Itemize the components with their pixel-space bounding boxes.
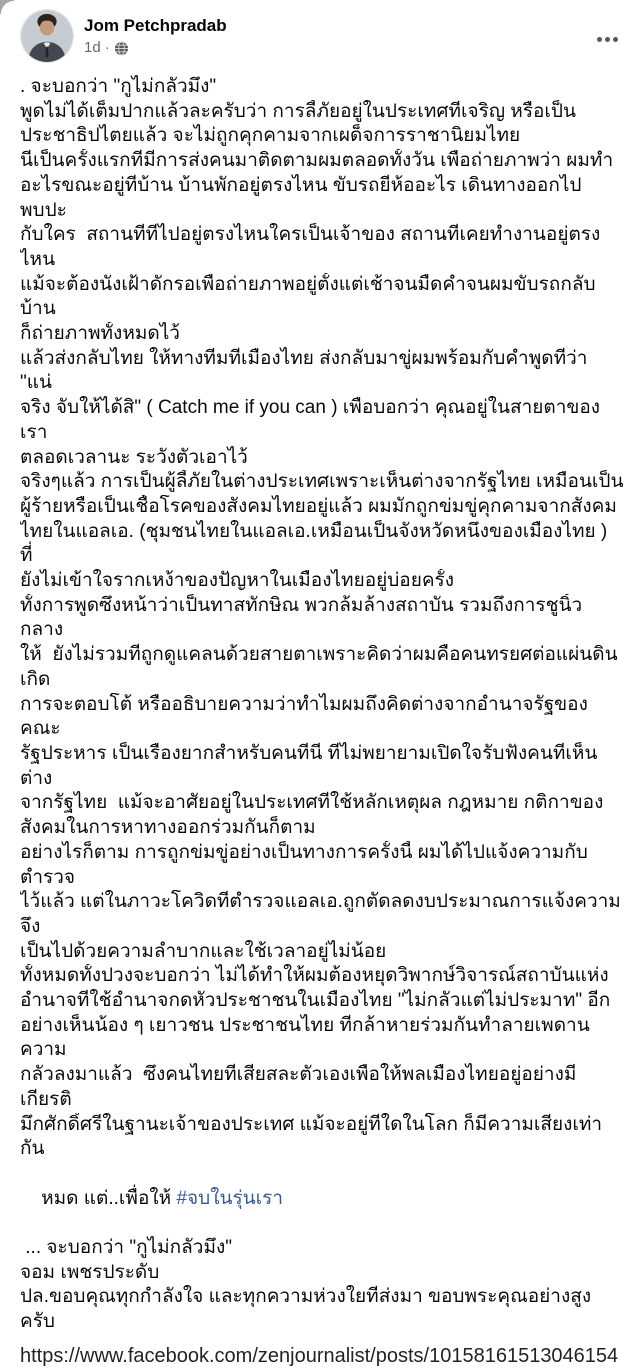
post-header xyxy=(0,0,640,63)
post-text-line: ปล.ขอบคุณทุกกำลังใจ และทุกความห่วงใยที่ส่งมา ขอบพระคุณอย่างสูงครับ xyxy=(20,1286,592,1333)
header-text xyxy=(84,9,227,58)
post-text-line: ยังไม่เข้าใจรากเหง้าของปัญหาในเมืองไทยอยู่บ่อยครั้ง xyxy=(20,570,455,592)
author-name[interactable]: Jom Petchpradab xyxy=(84,16,227,35)
avatar[interactable] xyxy=(20,9,74,63)
post-text-line: ไว้แล้ว แต่ในภาวะโควิดที่ตำรวจแอลเอ.ถูกตัดลดงบประมาณการแจ้งความจึง xyxy=(20,891,621,937)
post-text-line: สังคมในการหาทางออกร่วมกันก็ตาม xyxy=(20,817,316,839)
post-text-line: อะไรขณะอยู่ที่บ้าน บ้านพักอยู่ตรงไหน ขับรถยี่ห้ออะไร เดินทางออกไปพบปะ xyxy=(20,174,582,221)
post-text-line: แล้วส่งกลับไทย ให้ทางทีมที่เมืองไทย ส่งกลับมาขู่ผมพร้อมกับคำพูดที่ว่า "แน่ xyxy=(20,347,593,394)
hashtag-link[interactable]: #จบในรุ่นเรา xyxy=(176,1187,284,1209)
post-text-line: ก็ถ่ายภาพทั้งหมดไว้ xyxy=(20,323,180,345)
post-text xyxy=(0,63,640,1371)
post-meta xyxy=(84,38,227,58)
post-text-line: ... จะบอกว่า "กูไม่กลัวมึง" xyxy=(20,1237,233,1259)
post-text-line: อย่างไรก็ตาม การถูกข่มขู่อย่างเป็นทางการครั้งนี้ ผมได้ไปแจ้งความกับตำรวจ xyxy=(20,841,588,888)
profile-photo xyxy=(21,10,73,62)
post-text-line: กับใคร สถานที่ที่ไปอยู่ตรงไหนใครเป็นเจ้าของ สถานที่เคยทำงานอยู่ตรงไหน xyxy=(20,224,601,270)
post-text-line: ตลอดเวลานะ ระวังตัวเอาไว้ xyxy=(20,446,248,468)
post-text-line-with-hashtag xyxy=(20,1162,624,1236)
post-text-line: จากรัฐไทย แม้จะอาศัยอยู่ในประเทศที่ใช้หลักเหตุผล กฎหมาย กติกาของ xyxy=(20,792,604,814)
post-text-line: อย่างเห็นน้อง ๆ เยาวชน ประชาชนไทย ที่กล้าหายร่วมกันทำลายเพดานความ xyxy=(20,1014,590,1061)
timestamp[interactable]: 1d xyxy=(84,39,101,56)
post-text-line: ประชาธิปไตยแล้ว จะไม่ถูกคุกคามจากเผด็จการราชานิยมไทย xyxy=(20,125,521,147)
post-menu-button[interactable] xyxy=(589,9,622,55)
globe-icon xyxy=(114,41,129,56)
post-text-line: ไทยในแอลเอ. (ชุมชนไทยในแอลเอ.เหมือนเป็นจังหวัดหนึ่งของเมืองไทย ) ที่ xyxy=(20,520,613,567)
post-text-line: พูดไม่ได้เต็มปากแล้วละครับว่า การลี้ภัยอยู่ในประเทศที่เจริญ หรือเป็น xyxy=(20,100,576,122)
post-text-line: ทั้งการพูดซึ่งหน้าว่าเป็นทาสทักษิณ พวกล้มล้างสถาบัน รวมถึงการชูนิ้วกลาง xyxy=(20,594,583,641)
post-text-line: รัฐประหาร เป็นเรื่องยากสำหรับคนที่นี่ ที่ไม่พยายามเปิดใจรับฟังคนที่เห็นต่าง xyxy=(20,742,598,789)
post-text-line: ทั้งหมดทั้งปวงจะบอกว่า ไม่ได้ทำให้ผมต้องหยุดวิพากษ์วิจารณ์สถาบันแห่ง xyxy=(20,965,609,987)
post-url[interactable]: https://www.facebook.com/zenjournalist/posts/10158161513046154 xyxy=(20,1344,619,1367)
post-text-line: ให้ ยังไม่รวมที่ถูกดูแคลนด้วยสายตาเพราะคิดว่าผมคือคนทรยศต่อแผ่นดินเกิด xyxy=(20,644,618,690)
post-text-line: . จะบอกว่า "กูไม่กลัวมึง" xyxy=(20,76,217,97)
post-text-line: เป็นไปด้วยความลำบากและใช้เวลาอยู่ไม่น้อย xyxy=(20,940,387,962)
dot-separator: · xyxy=(104,39,110,56)
post-text-line: นี่เป็นครั้งแรกที่มีการส่งคนมาติดตามผมตลอดทั้งวัน เพื่อถ่ายภาพว่า ผมทำ xyxy=(20,150,614,172)
post-text-block-2 xyxy=(20,1236,624,1335)
post-text-line: มึกศักดิ์ศรีในฐานะเจ้าของประเทศ แม้จะอยู่ที่ใดในโลก ก็มีความเสี่ยงเท่ากัน xyxy=(20,1113,603,1160)
post-text-block-1 xyxy=(20,75,624,1162)
post-text-line: จริงๆแล้ว การเป็นผู้ลี้ภัยในต่างประเทศเพราะเห็นต่างจากรัฐไทย เหมือนเป็น xyxy=(20,471,624,493)
post-text-line: จริง จับให้ได้สิ" ( Catch me if you can ) เพื่อบอกว่า คุณอยู่ในสายตาของเรา xyxy=(20,397,601,443)
post-text-line: อำนาจที่ใช้อำนาจกดหัวประชาชนในเมืองไทย "ไม่กลัวแต่ไม่ประมาท" อีก xyxy=(20,990,611,1012)
post-text-line: จอม เพชรประดับ xyxy=(20,1261,160,1283)
post-text-line: กลัวลงมาแล้ว ซึ่งคนไทยที่เสียสละตัวเองเพื่อให้พลเมืองไทยอยู่อย่างมีเกียรติ xyxy=(20,1064,577,1110)
post-text-line: การจะตอบโต้ หรืออธิบายความว่าทำไมผมถึงคิดต่างจากอำนาจรัฐของคณะ xyxy=(20,693,588,740)
post-text-line: แม้จะต้องนั่งเฝ้าดักรอเพื่อถ่ายภาพอยู่ตั้งแต่เช้าจนมืดค่ำจนผมขับรถกลับบ้าน xyxy=(20,273,596,320)
post-text-segment: หมด แต่..เพื่อให้ xyxy=(41,1187,177,1209)
card-rounded-corner xyxy=(0,0,14,14)
ellipsis-icon xyxy=(597,37,618,42)
post-text-line: ผู้ร้ายหรือเป็นเชื้อโรคของสังคมไทยอยู่แล้ว ผมมักถูกข่มขู่คุกคามจากสังคม xyxy=(20,495,617,517)
